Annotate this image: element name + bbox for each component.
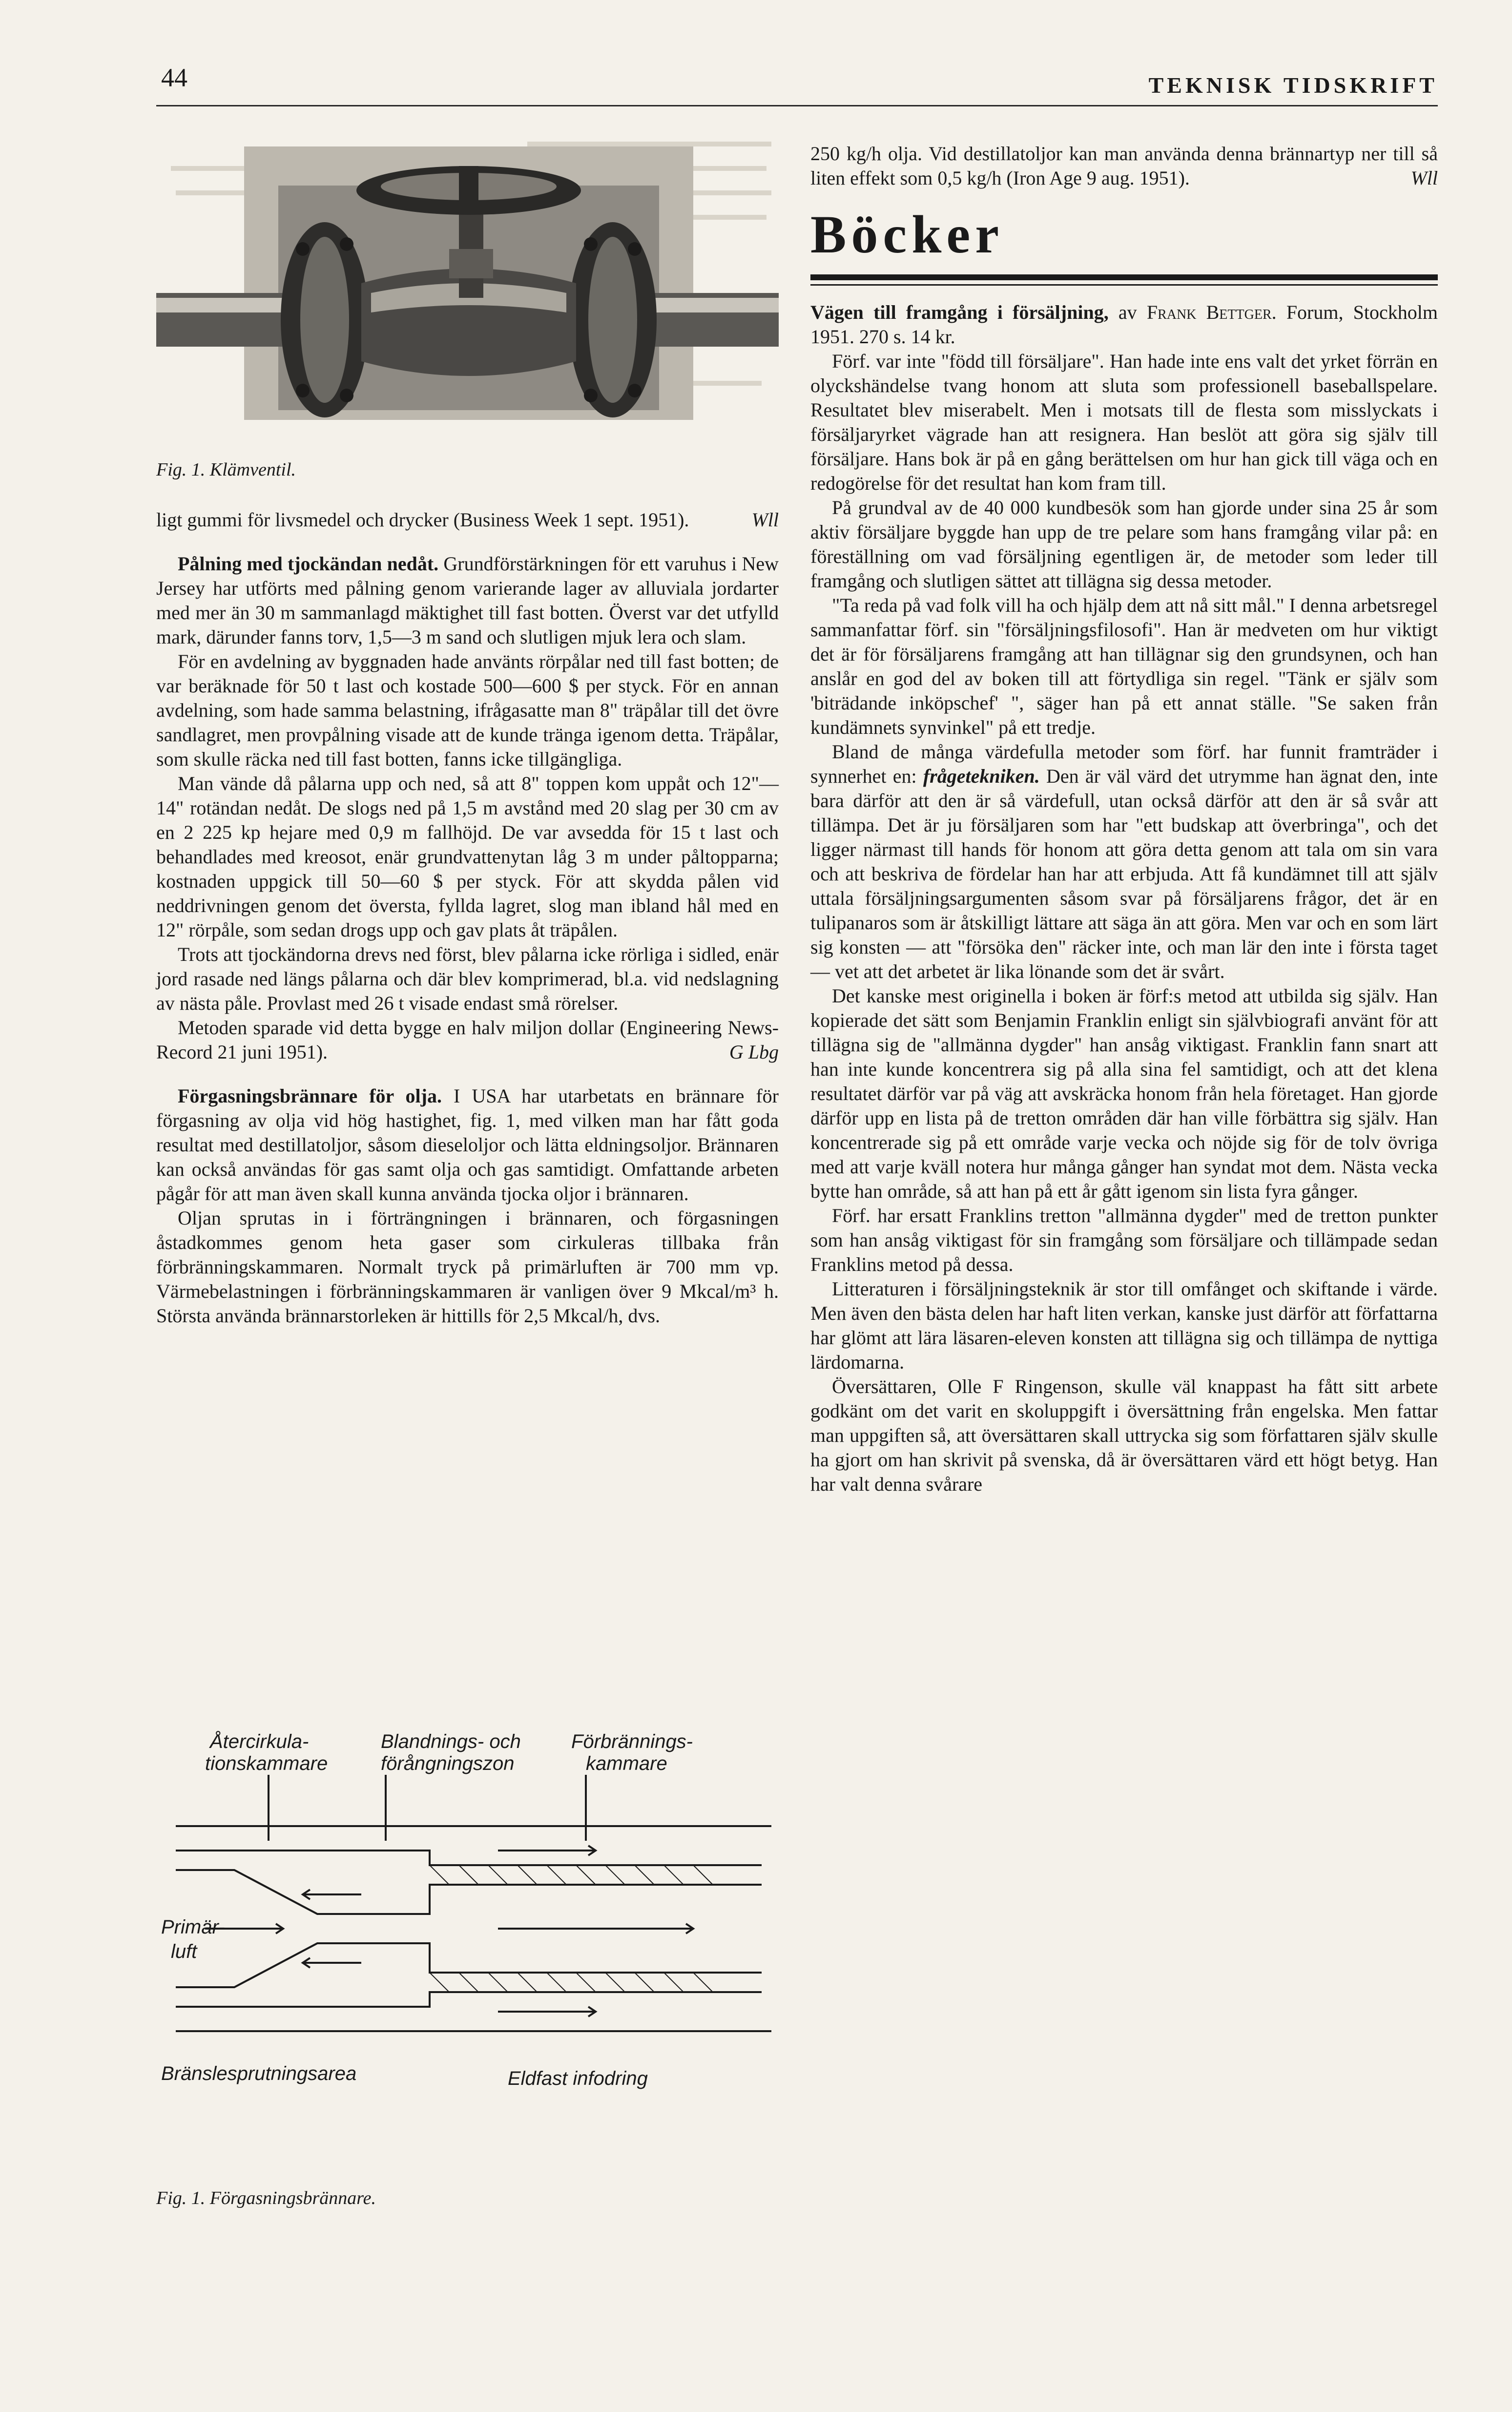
article-title: Förgasningsbrännare för olja. (178, 1085, 442, 1107)
diagram-label-lining: Eldfast infodring (508, 2068, 648, 2089)
diagram-label-recirc: Återcirkula- (210, 1731, 309, 1752)
paragraph: Metoden sparade vid detta bygge en halv miljon dollar (Engineering News-Record 21 juni 1951). G Lbg (156, 1016, 779, 1064)
left-column (156, 508, 779, 1328)
paragraph: Förf. var inte "född till försäljare". Han hade inte ens valt det yrket förrän en olyckshändelse tvang honom att sluta som professionell baseballspelare. Resultatet blev miserabelt. Men i motsats till de flesta som misslyckats i försäljaryrket vägrade han att resignera. Han beslöt att göra sig själv till försäljare. Hans bok är på en gång berättelsen om hur han gick till väga och en redogörelse för det resultat han kom fram till. (810, 350, 1438, 494)
section-rule-thin (810, 284, 1438, 286)
paragraph: Bland de många värdefulla metoder som förf. har funnit framträder i synnerhet en: frågetekniken. Den är väl värd det utrymme han ägnat den, inte bara därför att den är så värdefull, utan också därför att den är så svår att tillämpa. Det är ju försäljaren som har "ett budskap att överbringa", och det ligger närmast till hands för honom att göra detta genom att tala om sin vara och att beskriva de fördelar han har att erbjuda. Att få kundämnet till att själv uttala försäljningsargumenten såsom svar på försäljarens frågor, det är en tulipanaros som är åtskilligt lättare att säga än att göra. Men var och en som lärt sig konsten — att "försöka den" räcker inte, och man lär den inte i första taget — vet att det arbetet är lika lönande som det är svårt. (810, 741, 1438, 982)
paragraph: Oljan sprutas in i förträngningen i brännaren, och förgasningen åstadkommes genom heta gaser som cirkuleras tillbaka från förbränningskammaren. Normalt tryck på primärluften är 700 mm vp. Värmebelastningen i förbränningskammaren är vanligen över 9 Mkcal/m³ h. Största använda brännarstorleken är hittills för 2,5 Mkcal/h, dvs. (156, 1207, 779, 1327)
book-title: Vägen till framgång i försäljning, (810, 301, 1109, 323)
paragraph: På grundval av de 40 000 kundbesök som han gjorde under sina 25 år som aktiv försäljare byggde han upp de tre pelare som hans framgång vilar på: en föreställning om vad försäljning egentligen är, de metoder som leder till framgång och slutligen sättet att tillägna sig dessa metoder. (810, 497, 1438, 592)
diagram-label-mix: förångningszon (381, 1753, 515, 1774)
burner-caption: Fig. 1. Förgasningsbrännare. (156, 2188, 376, 2208)
paragraph: Litteraturen i försäljningsteknik är stor till omfånget och skiftande i värde. Men även den bästa delen har haft liten verkan, kanske just därför att författarna har glömt att lära läsaren-eleven konsten att tillägna sig och tillämpa de nyttiga lärdomarna. (810, 1278, 1438, 1373)
paragraph: För en avdelning av byggnaden hade använts rörpålar ned till fast botten; de var beräknade för 50 t last och kostade 500—600 $ per styck. För en annan avdelning, som hade samma belastning, ifrågasatte man 8" träpålar till det övre sandlagret, men provpålning visade att de kunde tränga igenom detta. Träpålar, som skulle räcka ned till fast botten, fanns icke tillgängliga. (156, 650, 779, 770)
book-author: Frank Bettger. (1146, 301, 1277, 323)
diagram-label-mix: Blandnings- och (381, 1731, 521, 1752)
book-heading: Vägen till framgång i försäljning, av Frank Bettger. Forum, Stockholm 1951. 270 s. 14 kr. (810, 301, 1438, 348)
article-piling: Pålning med tjockändan nedåt. Grundförstärkningen för ett varuhus i New Jersey har utförts med pålning genom varierande lager av alluviala jordarter med mer än 30 m sammanlagd mäktighet till fast botten. Överst var det utfylld mark, därunder fanns torv, 1,5—3 m sand och slutligen mjuk lera och slam. (156, 553, 779, 648)
right-p0: 250 kg/h olja. Vid destillatoljor kan man använda denna brännartyp ner till så liten effekt som 0,5 kg/h (Iron Age 9 aug. 1951). Wll (810, 142, 1438, 190)
left-p0: ligt gummi för livsmedel och drycker (Business Week 1 sept. 1951). Wll (156, 508, 779, 532)
emphasis: frågetekniken. (923, 765, 1040, 787)
journal-title: TEKNISK TIDSKRIFT (1148, 73, 1438, 98)
header-rule (156, 105, 1438, 106)
diagram-label-recirc: tionskammare (205, 1753, 328, 1774)
page-number: 44 (161, 63, 187, 92)
right-column (810, 142, 1438, 1497)
signature: Wll (1410, 167, 1438, 189)
signature: G Lbg (729, 1041, 779, 1063)
paragraph: Översättaren, Olle F Ringenson, skulle väl knappast ha fått sitt arbete godkänt om det varit en skoluppgift i översättning från engelska. Men fattar man uppgiften så, att översättaren skall uttrycka sig som författaren själv skulle ha gjort om han skrivit på svenska, då är översättaren värd ett högt betyg. Han har valt denna svårare (810, 1375, 1438, 1495)
diagram-label-combustion: kammare (586, 1753, 667, 1774)
valve-caption: Fig. 1. Klämventil. (156, 459, 296, 480)
paragraph: Det kanske mest originella i boken är förf:s metod att utbilda sig själv. Han kopierade det sätt som Benjamin Franklin enligt sin självbiografi använt för att tillägna sig de "allmänna dygder" han ansåg viktigast. Franklin fann snart att han inte kunde koncentrera sig på alla sina fel samtidigt, och att det klena resultatet därför var på väg att avskräcka honom från hela företaget. Han gjorde därför upp en lista på de tretton områden där han ville förbättra sig själv. Han koncentrerade sig på ett område varje vecka och nöjde sig för de tolv övriga med att varje kväll notera hur många gånger han syndat mot dem. Nästa vecka bytte han område, så att han på ett år gått igenom sin lista fyra gånger. (810, 985, 1438, 1202)
diagram-label-primary: luft (171, 1941, 197, 1962)
article-title: Pålning med tjockändan nedåt. (178, 553, 439, 575)
section-rule-thick (810, 274, 1438, 280)
paragraph: Trots att tjockändorna drevs ned först, blev pålarna icke rörliga i sidled, enär jord rasade ned längs pålarna och där blev komprimerad, bl.a. vid nedslagning av nästa påle. Provlast med 26 t visade endast små rörelser. (156, 943, 779, 1014)
books-section (810, 205, 1438, 286)
valve-photo (156, 137, 779, 459)
paragraph: Förf. har ersatt Franklins tretton "allmänna dygder" med de tretton punkter som han ansåg viktigast för sin framgång som försäljare och tillämpade sedan Franklins metod på dessa. (810, 1205, 1438, 1275)
paragraph: Man vände då pålarna upp och ned, så att 8" toppen kom uppåt och 12"—14" rotändan nedåt. De slogs ned på 1,5 m avstånd med 20 slag per 30 cm av en 2 225 kp hejare med 0,9 m fallhöjd. De var avsedda för 15 t last och behandlades med kreosot, enär grundvattenytan låg 3 m under påltopparna; kostnaden uppgick till 50—60 $ per styck. För att skydda pålen vid neddrivningen genom det översta, fyllda lagret, slog man ibland hål med en 12" rörpåle, som sedan drogs upp och gav plats åt träpålen. (156, 772, 779, 941)
diagram-label-spray: Bränslesprutningsarea (161, 2063, 357, 2084)
paragraph: "Ta reda på vad folk vill ha och hjälp dem att nå sitt mål." I denna arbetsregel sammanfattar förf. sin "försäljningsfilosofi". Han är medveten om hur viktigt det är för försäljarens framgång att han tillägnar sig den grundsynen, och han anslår en god del av boken till att förtydliga sin regel. "Tänk er själv som 'biträdande inköpschef' ", säger han på ett annat ställe. "Se saken från kundämnets synvinkel" på ett tredje. (810, 594, 1438, 738)
signature: Wll (751, 509, 779, 531)
section-title: Böcker (810, 205, 1004, 264)
diagram-label-combustion: Förbrännings- (571, 1731, 693, 1752)
burner-diagram (156, 1728, 779, 2412)
diagram-label-primary: Primär- (161, 1916, 225, 1938)
article-burner: Förgasningsbrännare för olja. I USA har utarbetats en brännare för förgasning av olja vid hög hastighet, fig. 1, med vilken man har fått goda resultat med destillatoljor, såsom dieseloljor och lätta eldningsoljor. Brännaren kan också användas för gas samt olja och gas samtidigt. Omfattande arbeten pågår för att man även skall kunna använda tjocka oljor i brännaren. (156, 1085, 779, 1205)
